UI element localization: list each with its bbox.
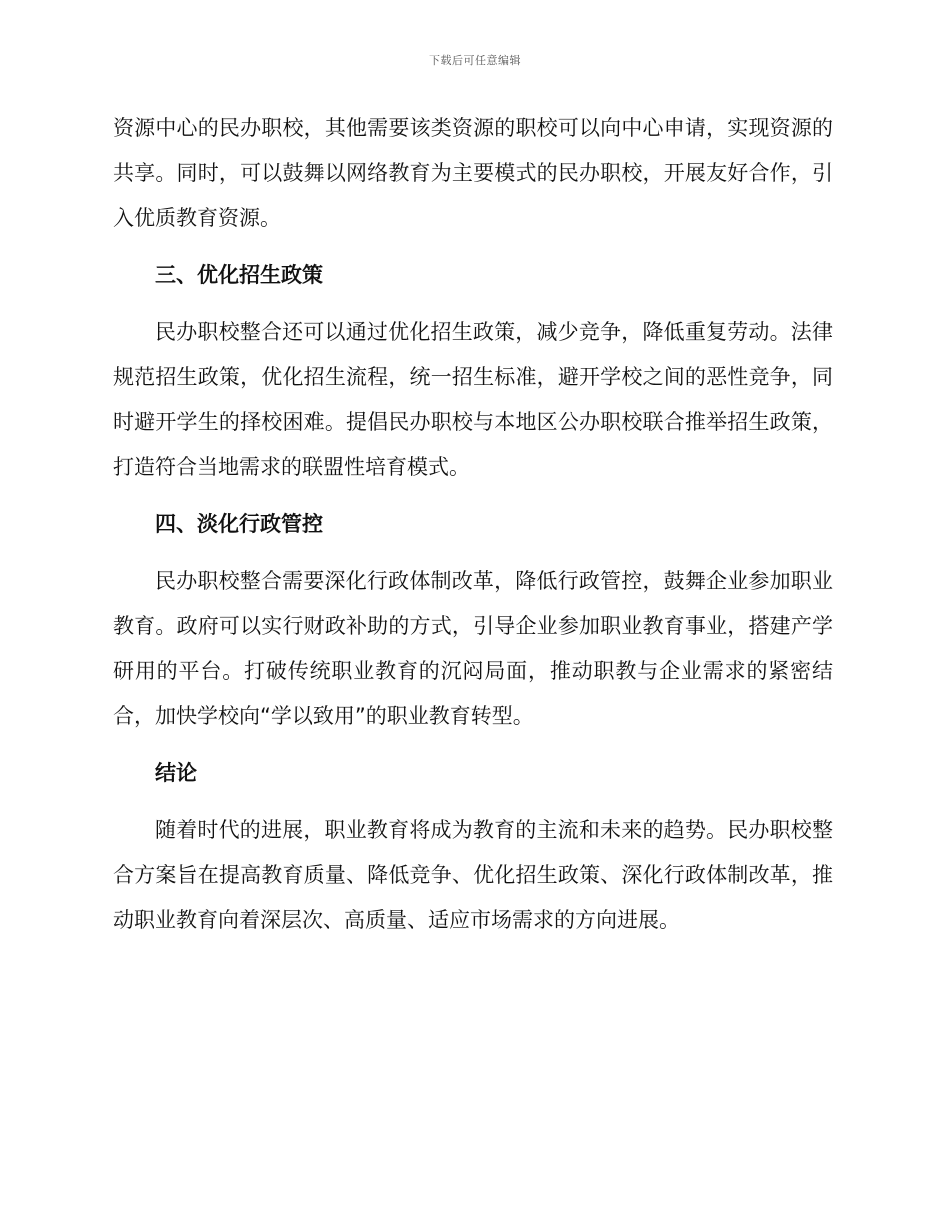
section-heading-reduce-administration: 四、淡化行政管控 — [155, 512, 323, 536]
page-header: 下载后可任意编辑 — [429, 54, 521, 67]
section-heading-conclusion: 结论 — [155, 761, 197, 785]
paragraph-conclusion: 随着时代的进展，职业教育将成为教育的主流和未来的趋势。民办职校整合方案旨在提高教育质量、降低竞争、优化招生政策、深化行政体制改革，推动职业教育向着深层次、高质量、适应市场需求的方向进展。 — [113, 818, 833, 932]
paragraph-continuation: 资源中心的民办职校，其他需要该类资源的职校可以向中心申请，实现资源的共享。同时，可以鼓舞以网络教育为主要模式的民办职校，开展友好合作，引入优质教育资源。 — [113, 116, 833, 230]
paragraph-enrollment: 民办职校整合还可以通过优化招生政策，减少竞争，降低重复劳动。法律规范招生政策，优化招生流程，统一招生标准，避开学校之间的恶性竞争，同时避开学生的择校困难。提倡民办职校与本地区公办职校联合推举招生政策，打造符合当地需求的联盟性培育模式。 — [113, 320, 833, 479]
paragraph-administration: 民办职校整合需要深化行政体制改革，降低行政管控，鼓舞企业参加职业教育。政府可以实行财政补助的方式，引导企业参加职业教育事业，搭建产学研用的平台。打破传统职业教育的沉闷局面，推动职教与企业需求的紧密结合，加快学校向“学以致用”的职业教育转型。 — [113, 569, 833, 728]
section-heading-optimize-enrollment: 三、优化招生政策 — [155, 263, 323, 287]
document-body — [113, 106, 833, 943]
